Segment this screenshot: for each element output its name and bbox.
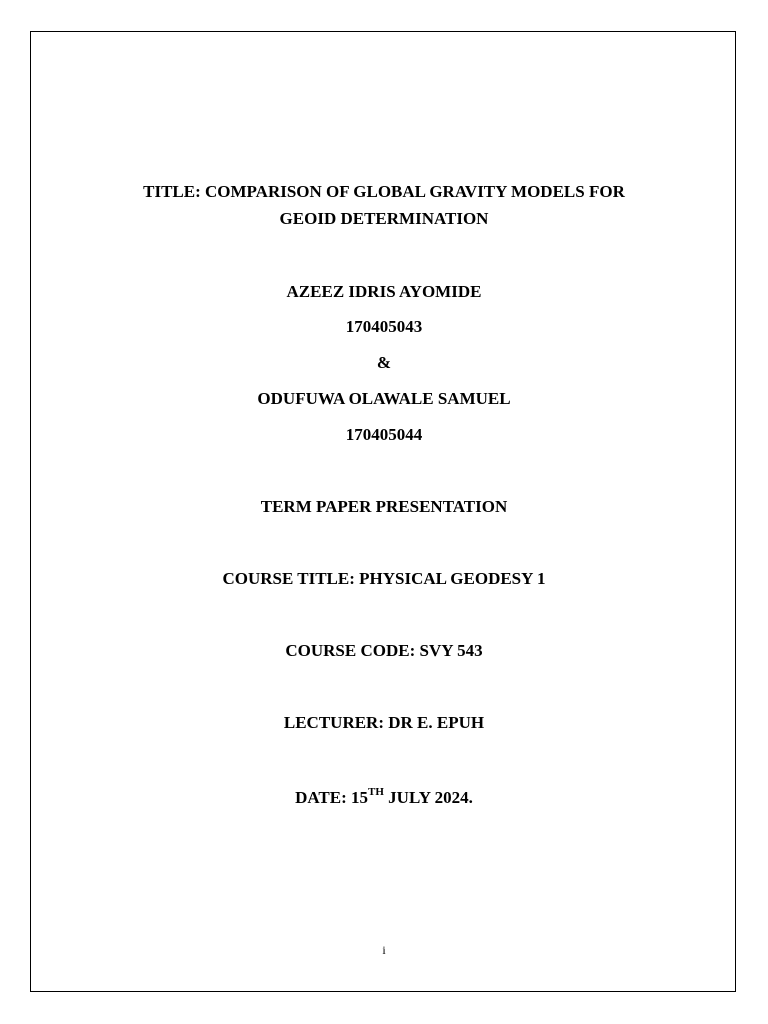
date-prefix: DATE: 15	[295, 788, 369, 807]
course-code: COURSE CODE: SVY 543	[285, 641, 483, 660]
author-2-name: ODUFUWA OLAWALE SAMUEL	[257, 389, 511, 408]
author-2-id: 170405044	[345, 425, 423, 444]
date	[0, 788, 768, 808]
title-line-1: TITLE: COMPARISON OF GLOBAL GRAVITY MODELS FOR	[143, 182, 625, 201]
lecturer: LECTURER: DR E. EPUH	[283, 713, 485, 732]
date-superscript: TH	[368, 786, 384, 799]
date-suffix: JULY 2024.	[383, 788, 473, 807]
author-1-id: 170405043	[345, 317, 423, 336]
page-number: i	[382, 943, 386, 957]
course-title: COURSE TITLE: PHYSICAL GEODESY 1	[222, 569, 546, 588]
author-1-name: AZEEZ IDRIS AYOMIDE	[286, 282, 482, 301]
ampersand: &	[376, 353, 392, 372]
presentation-type: TERM PAPER PRESENTATION	[260, 497, 508, 516]
title-line-2: GEOID DETERMINATION	[279, 209, 489, 228]
